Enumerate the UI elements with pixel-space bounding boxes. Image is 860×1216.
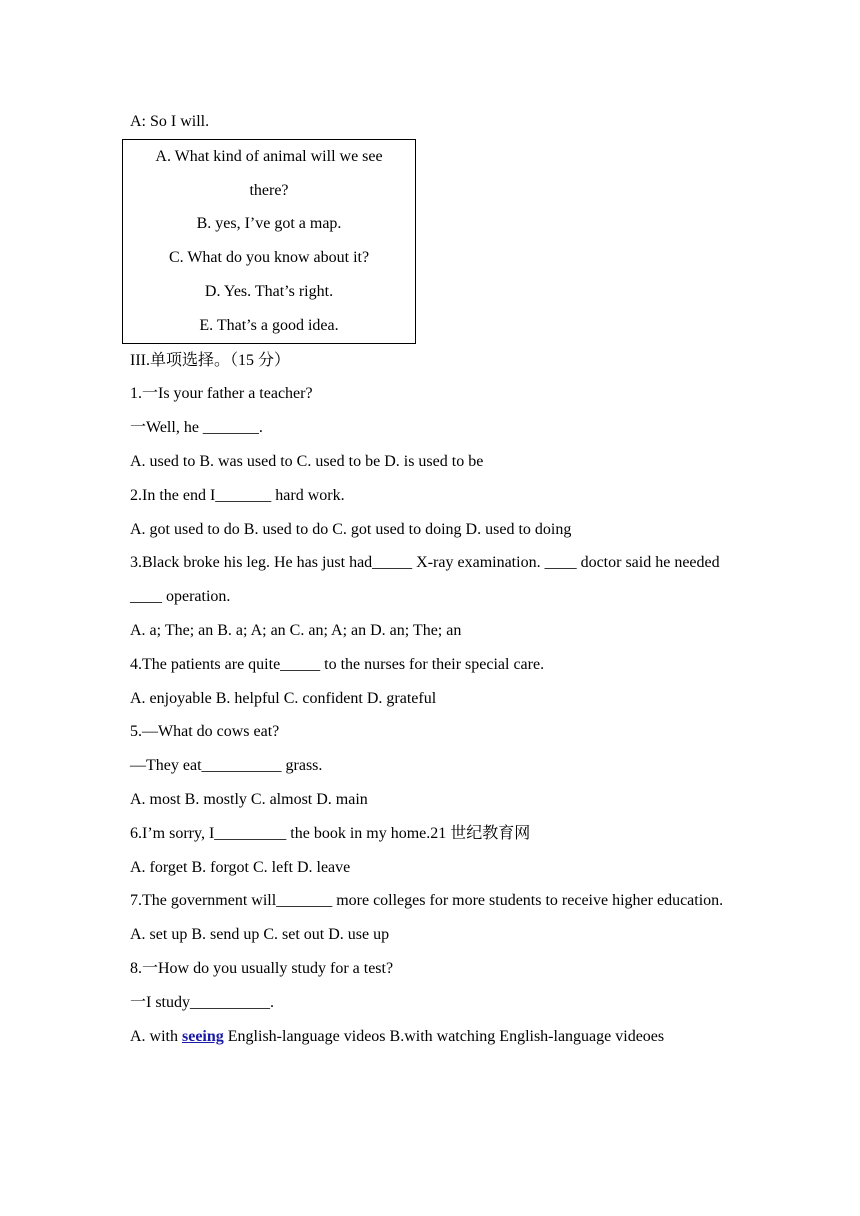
option-c: C. What do you know about it? <box>168 249 370 267</box>
question-7-options: A. set up B. send up C. set out D. use up <box>130 926 390 944</box>
document-page <box>130 105 730 1053</box>
option-d: D. Yes. That’s right. <box>204 282 334 300</box>
options-box <box>122 139 416 344</box>
question-6-options: A. forget B. forgot C. left D. leave <box>130 858 351 876</box>
question-8-options <box>130 1020 730 1054</box>
option-a: A. What kind of animal will we see there? <box>155 147 383 199</box>
question-3-stem: 3.Black broke his leg. He has just had_____ X-ray examination. ____ doctor said he needed ____ operation. <box>130 554 720 606</box>
question-5-stem: 5.—What do cows eat? <box>130 723 280 741</box>
question-1-stem: 1.一Is your father a teacher? <box>130 385 313 403</box>
question-8-option-prefix: A. with <box>130 1027 182 1045</box>
question-4-options: A. enjoyable B. helpful C. confident D. grateful <box>130 689 437 707</box>
question-2-stem: 2.In the end I_______ hard work. <box>130 486 345 504</box>
option-e: E. That’s a good idea. <box>199 316 339 334</box>
seeing-link[interactable]: seeing <box>182 1027 224 1045</box>
question-3-options: A. a; The; an B. a; A; an C. an; A; an D. an; The; an <box>130 621 462 639</box>
question-4-stem: 4.The patients are quite_____ to the nurses for their special care. <box>130 655 545 673</box>
question-7-stem: 7.The government will_______ more colleges for more students to receive higher education. <box>130 892 724 910</box>
question-5-reply: —They eat__________ grass. <box>130 757 323 775</box>
question-6-stem: 6.I’m sorry, I_________ the book in my home.21 世纪教育网 <box>130 824 531 842</box>
question-5-options: A. most B. mostly C. almost D. main <box>130 790 368 808</box>
question-8-stem: 8.一How do you usually study for a test? <box>130 959 394 977</box>
option-b: B. yes, I’ve got a map. <box>196 215 342 233</box>
question-8-option-suffix: English-language videos B.with watching English-language videoes <box>223 1027 665 1045</box>
question-1-options: A. used to B. was used to C. used to be D. is used to be <box>130 452 484 470</box>
question-2-options: A. got used to do B. used to do C. got used to doing D. used to doing <box>130 520 572 538</box>
dialogue-line: A: So I will. <box>130 113 210 130</box>
question-8-reply: 一I study__________. <box>130 993 275 1011</box>
section-heading: III.单项选择。（15 分） <box>130 351 290 369</box>
question-1-reply: 一Well, he _______. <box>130 419 263 437</box>
